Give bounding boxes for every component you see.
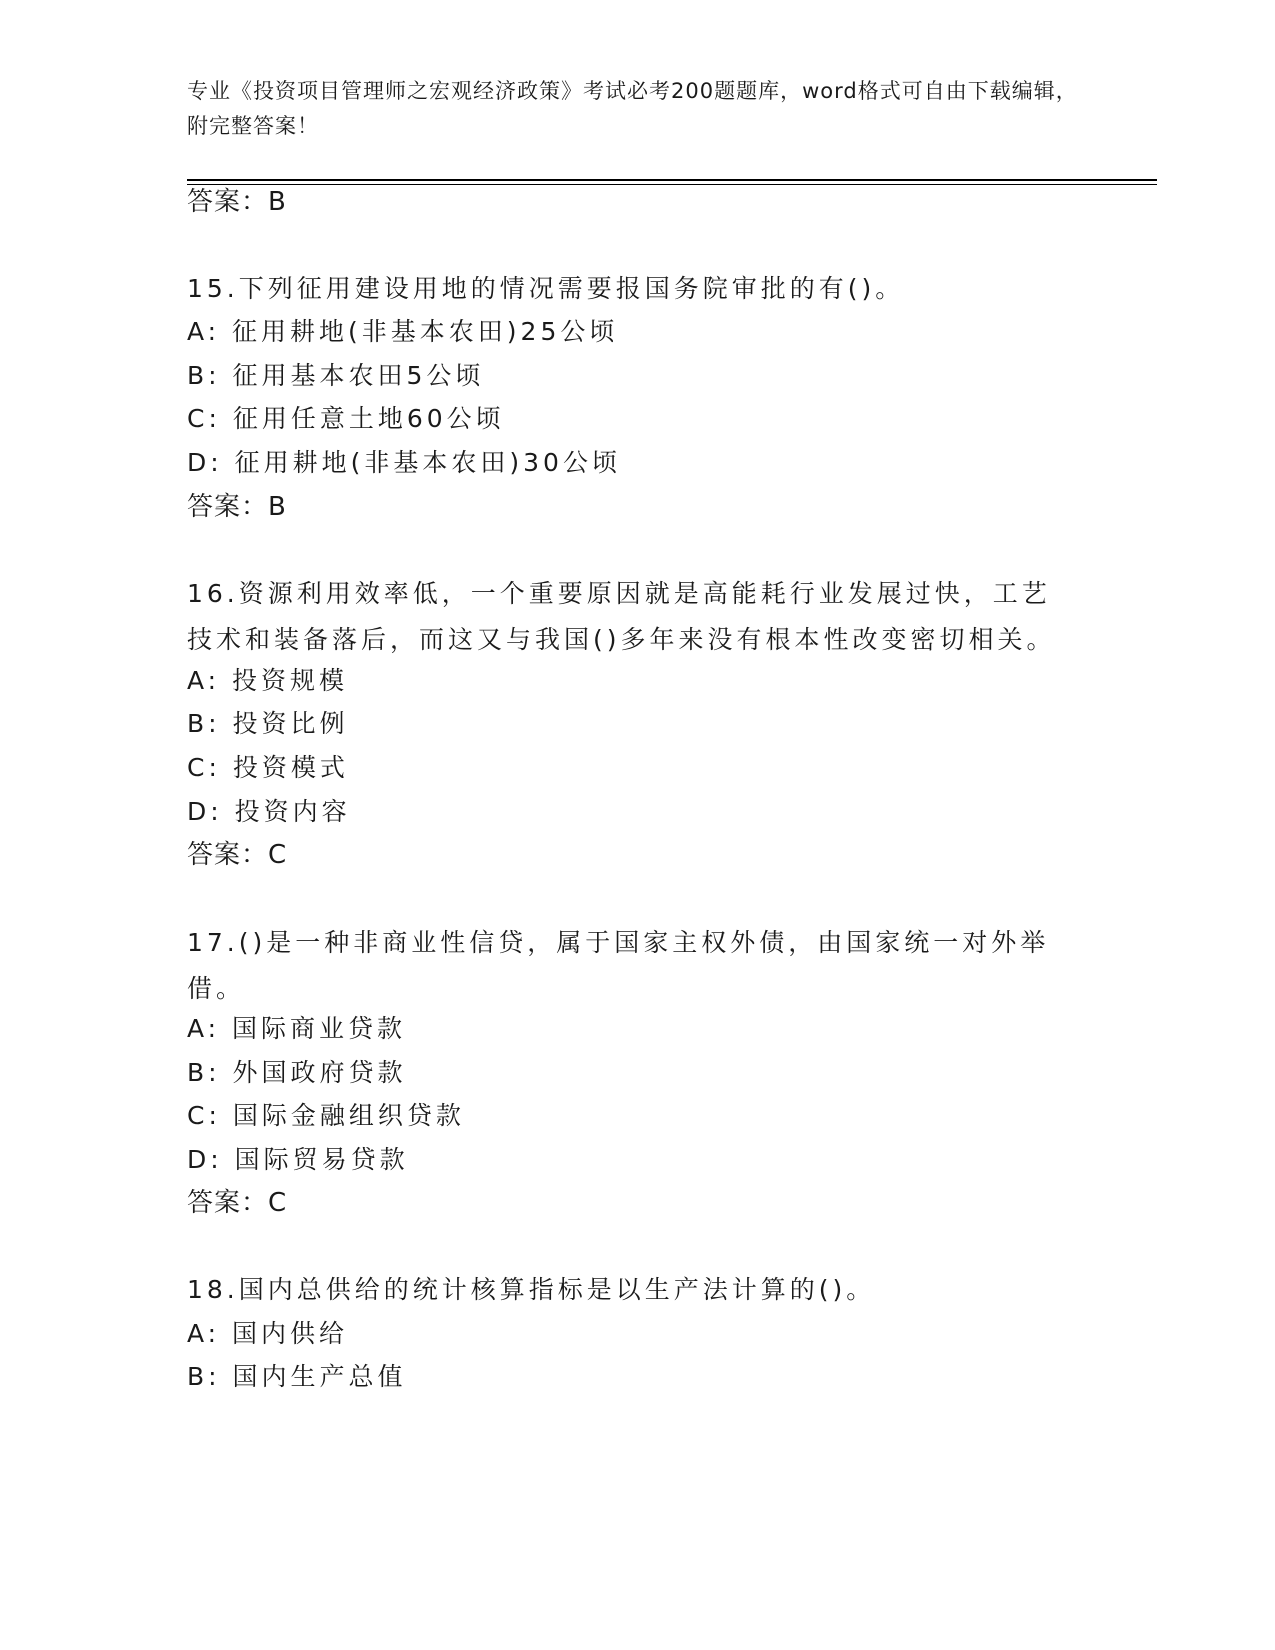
question-15-stem: 15.下列征用建设用地的情况需要报国务院审批的有()。 bbox=[187, 274, 905, 303]
question-15-option-c: C: 征用任意土地60公顷 bbox=[187, 404, 505, 433]
question-17-option-b: B: 外国政府贷款 bbox=[187, 1058, 407, 1087]
question-17-option-d: D: 国际贸易贷款 bbox=[187, 1145, 409, 1174]
header-divider-thin bbox=[187, 184, 1157, 185]
header-divider-thick bbox=[187, 179, 1157, 181]
question-16-stem: 16.资源利用效率低，一个重要原因就是高能耗行业发展过快，工艺技术和装备落后，而这又与我国()多年来没有根本性改变密切相关。 bbox=[187, 579, 1056, 654]
answer-prev: 答案：B bbox=[187, 187, 287, 217]
question-15-answer: 答案：B bbox=[187, 492, 287, 522]
question-17-stem: 17.()是一种非商业性信贷，属于国家主权外债，由国家统一对外举借。 bbox=[187, 928, 1050, 1003]
question-17-option-a: A: 国际商业贷款 bbox=[187, 1014, 407, 1043]
question-15-option-a: A: 征用耕地(非基本农田)25公顷 bbox=[187, 317, 619, 346]
question-18-option-a: A: 国内供给 bbox=[187, 1319, 349, 1348]
question-15-option-b: B: 征用基本农田5公顷 bbox=[187, 361, 485, 390]
question-15-option-d: D: 征用耕地(非基本农田)30公顷 bbox=[187, 448, 621, 477]
question-16-answer: 答案：C bbox=[187, 840, 288, 870]
question-16-option-d: D: 投资内容 bbox=[187, 797, 351, 826]
question-17-option-c: C: 国际金融组织贷款 bbox=[187, 1101, 465, 1130]
question-18-stem: 18.国内总供给的统计核算指标是以生产法计算的()。 bbox=[187, 1275, 876, 1304]
question-16-option-a: A: 投资规模 bbox=[187, 666, 349, 695]
question-16-option-c: C: 投资模式 bbox=[187, 753, 349, 782]
question-17-answer: 答案：C bbox=[187, 1188, 288, 1218]
question-16-option-b: B: 投资比例 bbox=[187, 709, 349, 738]
question-18-option-b: B: 国内生产总值 bbox=[187, 1362, 407, 1391]
document-header: 专业《投资项目管理师之宏观经济政策》考试必考200题题库，word格式可自由下载编辑，附完整答案！ bbox=[187, 79, 1078, 138]
